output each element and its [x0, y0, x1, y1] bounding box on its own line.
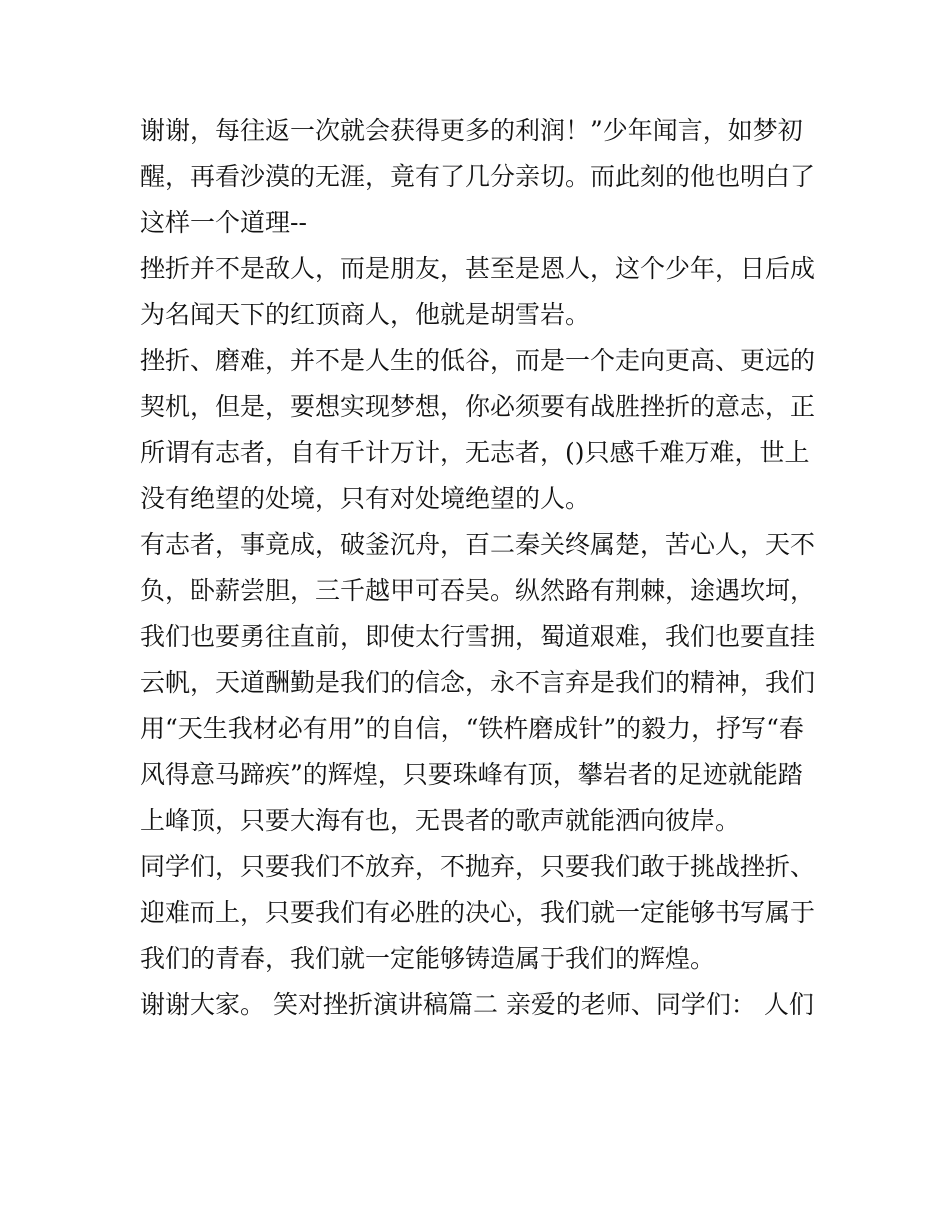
- text-line: 契机，但是，要想实现梦想，你必须要有战胜挫折的意志，正: [140, 392, 816, 421]
- text-line: 挫折并不是敌人，而是朋友，甚至是恩人，这个少年，日后成: [140, 254, 816, 283]
- paragraph: [140, 982, 816, 1028]
- text-line: 云帆，天道酬勤是我们的信念，永不言弃是我们的精神，我们: [140, 668, 816, 697]
- paragraph: [140, 338, 816, 522]
- text-line: 用“天生我材必有用”的自信，“铁杵磨成针”的毅力，抒写“春: [140, 714, 804, 743]
- text-line: 谢谢，每往返一次就会获得更多的利润！”少年闻言，如梦初: [140, 116, 803, 145]
- text-line: 我们的青春，我们就一定能够铸造属于我们的辉煌。: [140, 944, 716, 973]
- text-line: 有志者，事竟成，破釜沉舟，百二秦关终属楚，苦心人，天不: [140, 530, 816, 559]
- text-line: 没有绝望的处境，只有对处境绝望的人。: [140, 484, 591, 513]
- text-line: 上峰顶，只要大海有也，无畏者的歌声就能洒向彼岸。: [140, 806, 741, 835]
- text-line: 谢谢大家。 笑对挫折演讲稿篇二 亲爱的老师、同学们： 人们: [140, 990, 814, 1019]
- text-line: 迎难而上，只要我们有必胜的决心，我们就一定能够书写属于: [140, 898, 816, 927]
- text-line: 负，卧薪尝胆，三千越甲可吞吴。纵然路有荆棘，途遇坎坷，: [140, 576, 816, 605]
- text-line: 我们也要勇往直前，即使太行雪拥，蜀道艰难，我们也要直挂: [140, 622, 816, 651]
- text-line: 风得意马蹄疾”的辉煌，只要珠峰有顶，攀岩者的足迹就能踏: [140, 760, 803, 789]
- text-line: 挫折、磨难，并不是人生的低谷，而是一个走向更高、更远的: [140, 346, 816, 375]
- text-line: 同学们，只要我们不放弃，不抛弃，只要我们敢于挑战挫折、: [140, 852, 816, 881]
- text-line: 为名闻天下的红顶商人，他就是胡雪岩。: [140, 300, 591, 329]
- paragraph: [140, 108, 816, 246]
- text-line: 这样一个道理--: [140, 208, 307, 237]
- paragraph: [140, 522, 816, 844]
- paragraph: [140, 246, 816, 338]
- text-line: 醒，再看沙漠的无涯，竟有了几分亲切。而此刻的他也明白了: [140, 162, 816, 191]
- paragraph: [140, 844, 816, 982]
- text-line: 所谓有志者，自有千计万计，无志者，()只感千难万难，世上: [140, 438, 810, 467]
- document-page: [140, 108, 816, 1028]
